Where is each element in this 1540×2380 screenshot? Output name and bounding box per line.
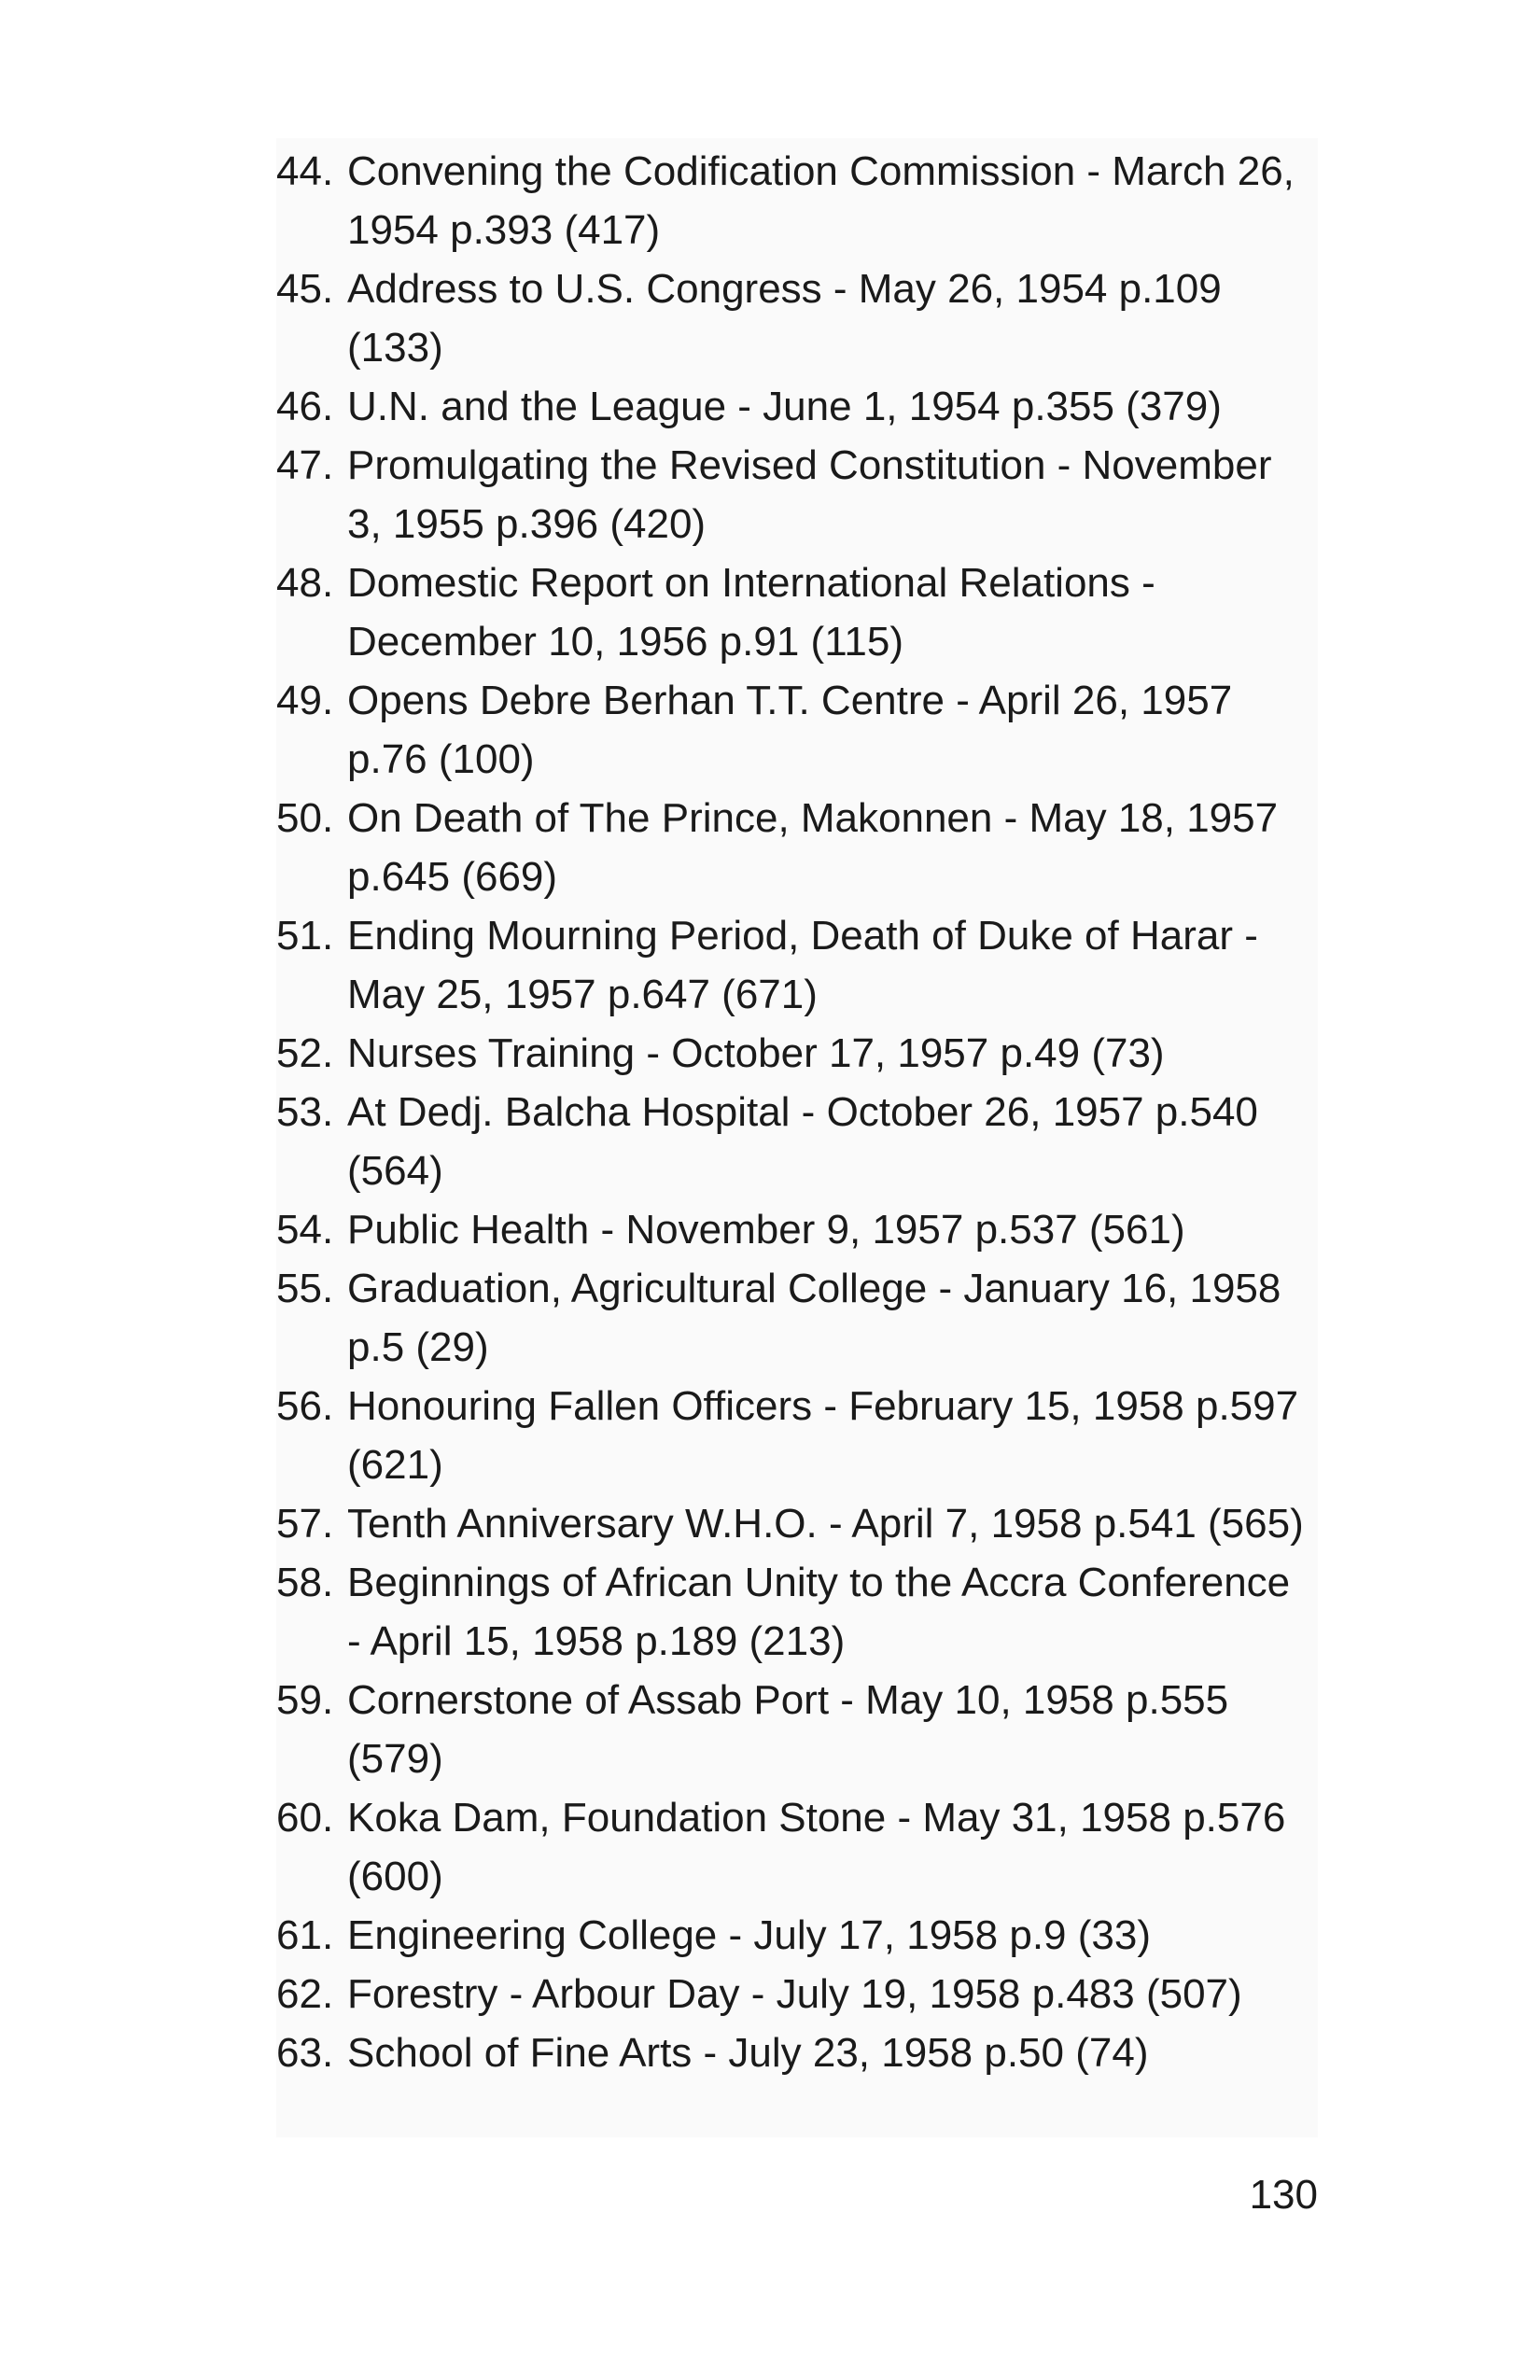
item-number: 55. (276, 1266, 334, 1311)
item-text: On Death of The Prince, Makonnen - May 18, 1957 p.645 (669) (347, 795, 1279, 900)
item-text: Forestry - Arbour Day - July 19, 1958 p.483 (507) (347, 1971, 1242, 2017)
item-text: Beginnings of African Unity to the Accra Conference - April 15, 1958 p.189 (213) (347, 1560, 1291, 1664)
list-item (276, 1024, 1318, 1083)
list-item (276, 1083, 1318, 1200)
item-text: Domestic Report on International Relations - December 10, 1956 p.91 (115) (347, 560, 1155, 665)
item-text: At Dedj. Balcha Hospital - October 26, 1957 p.540 (564) (347, 1089, 1258, 1194)
list-item (276, 259, 1318, 377)
list-item (276, 1377, 1318, 1494)
item-text: Engineering College - July 17, 1958 p.9 (33) (347, 1912, 1151, 1958)
item-number: 60. (276, 1795, 334, 1841)
list-item (276, 1553, 1318, 1671)
item-number: 54. (276, 1207, 334, 1253)
item-number: 51. (276, 913, 334, 959)
list-item (276, 142, 1318, 259)
item-number: 45. (276, 266, 334, 312)
item-text: Tenth Anniversary W.H.O. - April 7, 1958 p.541 (565) (347, 1501, 1304, 1547)
item-number: 62. (276, 1971, 334, 2017)
item-number: 57. (276, 1501, 334, 1547)
item-text: Graduation, Agricultural College - January 16, 1958 p.5 (29) (347, 1266, 1281, 1370)
list-item (276, 671, 1318, 789)
item-number: 47. (276, 442, 334, 488)
list-item (276, 1788, 1318, 1906)
item-text: Address to U.S. Congress - May 26, 1954 p.109 (133) (347, 266, 1222, 371)
list-item (276, 377, 1318, 436)
list-item (276, 436, 1318, 553)
item-number: 49. (276, 678, 334, 723)
list-item (276, 789, 1318, 906)
item-text: School of Fine Arts - July 23, 1958 p.50 (74) (347, 2030, 1149, 2076)
page-number: 130 (1249, 2172, 1318, 2218)
item-number: 59. (276, 1677, 334, 1723)
item-text: Cornerstone of Assab Port - May 10, 1958 p.555 (579) (347, 1677, 1229, 1782)
item-number: 53. (276, 1089, 334, 1135)
page-content (276, 138, 1318, 2137)
item-text: Opens Debre Berhan T.T. Centre - April 26, 1957 p.76 (100) (347, 678, 1233, 782)
item-number: 63. (276, 2030, 334, 2076)
list-item (276, 1259, 1318, 1377)
list-item (276, 906, 1318, 1024)
list-item (276, 1200, 1318, 1259)
item-text: Honouring Fallen Officers - February 15, 1958 p.597 (621) (347, 1383, 1299, 1488)
speech-list (276, 142, 1318, 2082)
list-item (276, 1671, 1318, 1788)
item-text: U.N. and the League - June 1, 1954 p.355 (379) (347, 384, 1222, 429)
item-text: Koka Dam, Foundation Stone - May 31, 1958 p.576 (600) (347, 1795, 1286, 1899)
item-number: 46. (276, 384, 334, 429)
list-item (276, 1906, 1318, 1965)
list-item (276, 2023, 1318, 2082)
item-number: 48. (276, 560, 334, 606)
list-item (276, 553, 1318, 671)
list-item (276, 1494, 1318, 1553)
item-text: Promulgating the Revised Constitution - November 3, 1955 p.396 (420) (347, 442, 1272, 547)
item-number: 44. (276, 148, 334, 194)
list-item (276, 1965, 1318, 2023)
item-text: Convening the Codification Commission - March 26, 1954 p.393 (417) (347, 148, 1295, 253)
item-text: Ending Mourning Period, Death of Duke of Harar - May 25, 1957 p.647 (671) (347, 913, 1258, 1017)
item-text: Nurses Training - October 17, 1957 p.49 (73) (347, 1030, 1165, 1076)
item-number: 52. (276, 1030, 334, 1076)
item-number: 58. (276, 1560, 334, 1605)
item-text: Public Health - November 9, 1957 p.537 (561) (347, 1207, 1185, 1253)
item-number: 50. (276, 795, 334, 841)
item-number: 56. (276, 1383, 334, 1429)
item-number: 61. (276, 1912, 334, 1958)
